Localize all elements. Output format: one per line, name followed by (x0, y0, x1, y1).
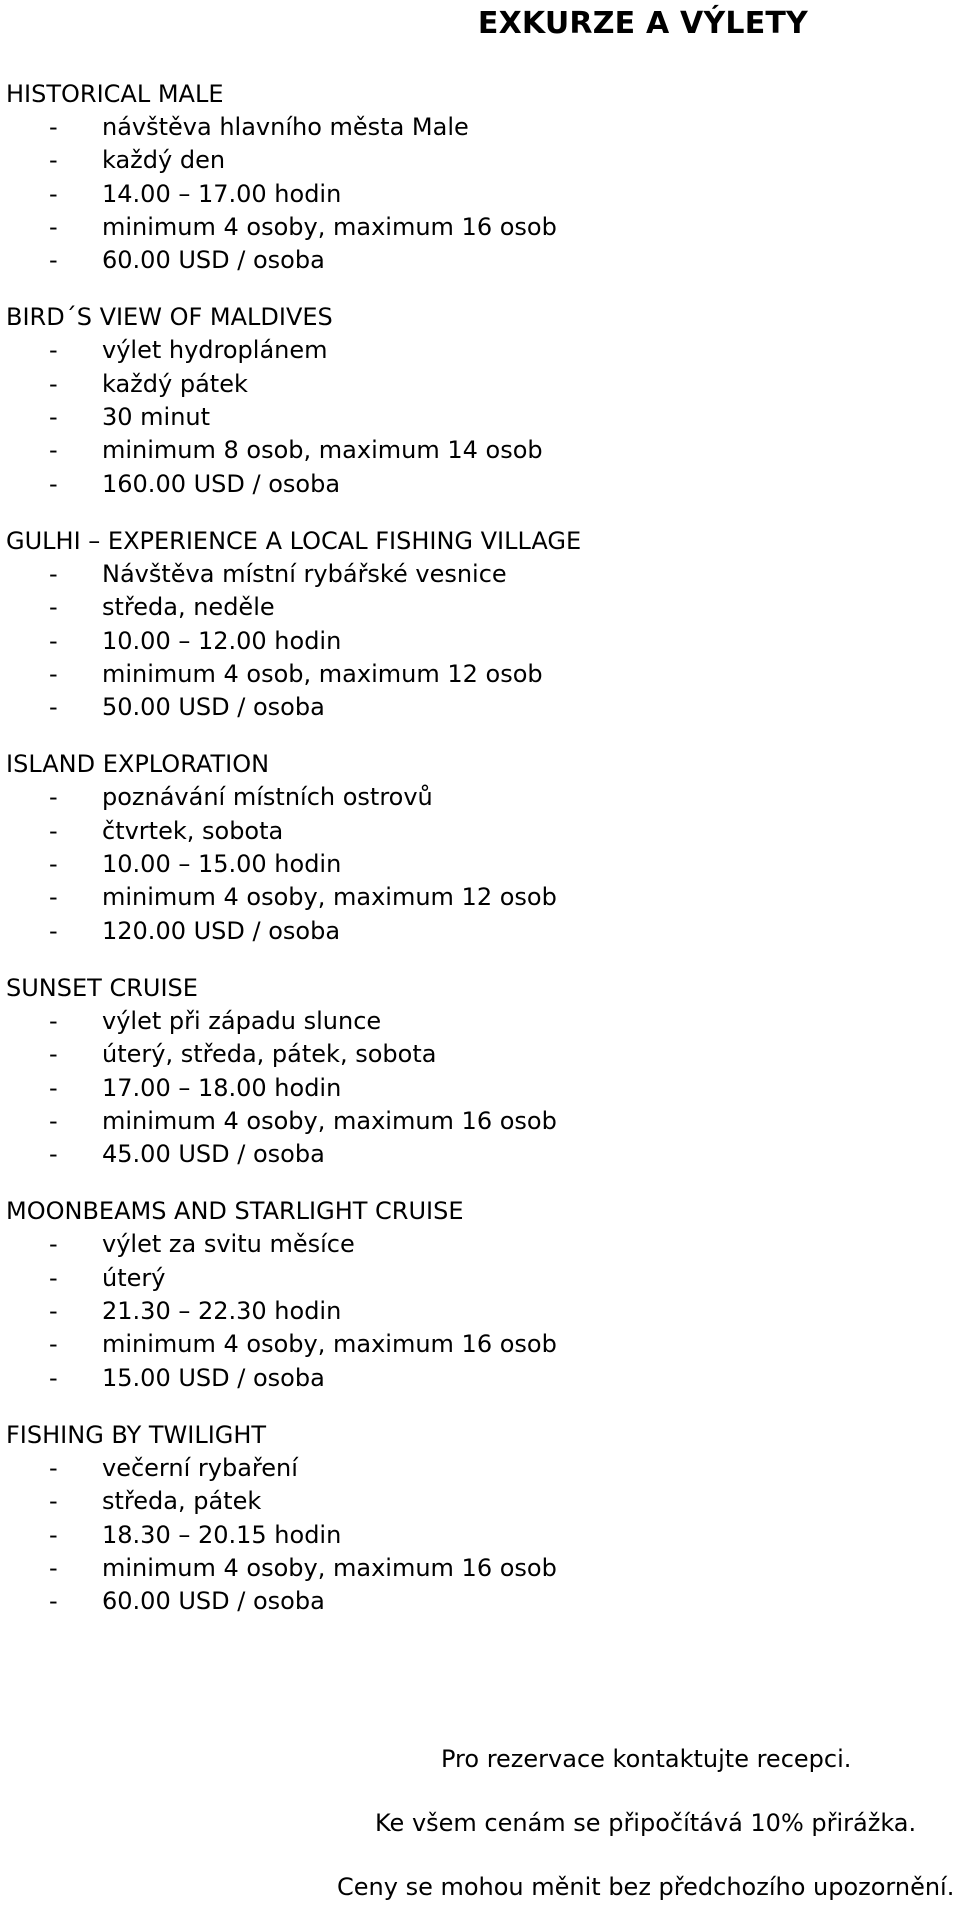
bullet-dash: - (49, 1297, 58, 1326)
excursion-detail (6, 848, 906, 881)
bullet-dash: - (49, 113, 58, 141)
bullet-dash: - (49, 783, 58, 812)
excursion-detail (6, 1228, 906, 1261)
bullet-dash: - (49, 1040, 58, 1069)
excursion-detail-text: minimum 8 osob, maximum 14 osob (102, 436, 543, 465)
excursion-detail (6, 1105, 906, 1138)
bullet-dash: - (49, 1140, 58, 1169)
price-change-note: Ceny se mohou měnit bez předchozího upozornění. (337, 1873, 955, 1901)
excursion-detail (6, 1005, 906, 1038)
excursion-name: HISTORICAL MALE (6, 80, 224, 108)
excursion-detail (6, 1452, 906, 1485)
reservation-note: Pro rezervace kontaktujte recepci. (441, 1745, 852, 1773)
excursion-detail-text: 30 minut (102, 403, 211, 432)
bullet-dash: - (49, 883, 58, 912)
excursion-detail (6, 1072, 906, 1105)
excursion-detail (6, 1485, 906, 1518)
bullet-dash: - (49, 1587, 58, 1616)
excursion-details (6, 558, 906, 724)
bullet-dash: - (49, 369, 58, 398)
excursion-detail-text: 10.00 – 15.00 hodin (102, 850, 342, 879)
excursion-entry (6, 301, 906, 500)
bullet-dash: - (49, 336, 58, 365)
excursion-detail-text: výlet hydroplánem (102, 336, 328, 365)
bullet-dash: - (49, 693, 58, 722)
excursion-detail (6, 881, 906, 914)
bullet-dash: - (49, 1453, 58, 1482)
excursion-detail (6, 815, 906, 848)
bullet-dash: - (49, 403, 58, 432)
excursion-detail-text: minimum 4 osoby, maximum 16 osob (102, 1330, 557, 1359)
excursion-name: ISLAND EXPLORATION (6, 750, 270, 779)
excursion-entry (6, 1195, 906, 1394)
excursion-name: FISHING BY TWILIGHT (6, 1420, 267, 1449)
excursion-detail-text: 18.30 – 20.15 hodin (102, 1520, 342, 1549)
excursion-entry (6, 972, 906, 1171)
excursion-entry (6, 78, 906, 277)
excursion-detail (6, 915, 906, 948)
bullet-dash: - (49, 1230, 58, 1259)
excursion-detail (6, 368, 906, 401)
excursion-detail-text: výlet při západu slunce (102, 1006, 382, 1035)
excursion-detail-text: 14.00 – 17.00 hodin (102, 179, 342, 208)
excursion-detail (6, 178, 906, 211)
excursion-detail-text: úterý (102, 1263, 166, 1292)
excursion-detail-text: úterý, středa, pátek, sobota (102, 1040, 437, 1069)
excursion-detail (6, 401, 906, 434)
excursion-detail-text: 10.00 – 12.00 hodin (102, 626, 342, 655)
excursion-name: GULHI – EXPERIENCE A LOCAL FISHING VILLAGE (6, 526, 582, 555)
bullet-dash: - (49, 1520, 58, 1549)
excursion-detail-text: minimum 4 osoby, maximum 12 osob (102, 883, 557, 912)
excursion-details (6, 1452, 906, 1618)
excursion-detail (6, 211, 906, 244)
bullet-dash: - (49, 916, 58, 945)
excursion-detail (6, 591, 906, 624)
excursion-detail (6, 781, 906, 814)
excursion-detail (6, 658, 906, 691)
excursion-detail (6, 691, 906, 724)
bullet-dash: - (49, 850, 58, 879)
document-title: EXKURZE A VÝLETY (477, 6, 808, 41)
excursion-detail-text: minimum 4 osoby, maximum 16 osob (102, 1106, 557, 1135)
excursion-detail-text: 21.30 – 22.30 hodin (102, 1297, 342, 1326)
excursion-list (6, 78, 906, 1642)
excursion-detail-text: minimum 4 osoby, maximum 16 osob (102, 212, 557, 241)
bullet-dash: - (49, 1330, 58, 1359)
excursion-entry (6, 748, 906, 947)
excursion-details (6, 1228, 906, 1394)
excursion-detail (6, 1362, 906, 1395)
excursion-detail (6, 1552, 906, 1585)
excursion-details (6, 111, 906, 277)
bullet-dash: - (49, 1263, 58, 1292)
excursion-detail-text: 45.00 USD / osoba (102, 1140, 325, 1169)
excursion-detail-text: poznávání místních ostrovů (102, 783, 433, 812)
bullet-dash: - (49, 1073, 58, 1102)
excursion-entry (6, 525, 906, 724)
bullet-dash: - (49, 1487, 58, 1516)
excursion-detail-text: středa, neděle (102, 593, 275, 622)
excursion-detail (6, 558, 906, 591)
bullet-dash: - (49, 559, 58, 588)
excursion-details (6, 334, 906, 500)
excursion-detail (6, 434, 906, 467)
bullet-dash: - (49, 146, 58, 175)
excursion-detail (6, 1262, 906, 1295)
surcharge-note: Ke všem cenám se připočítává 10% přirážka. (375, 1809, 917, 1837)
excursion-detail (6, 144, 906, 177)
excursion-detail (6, 1138, 906, 1171)
excursion-detail-text: minimum 4 osoby, maximum 16 osob (102, 1553, 557, 1582)
excursion-detail (6, 1295, 906, 1328)
bullet-dash: - (49, 1363, 58, 1392)
bullet-dash: - (49, 1006, 58, 1035)
excursion-detail-text: výlet za svitu měsíce (102, 1230, 355, 1259)
bullet-dash: - (49, 212, 58, 241)
bullet-dash: - (49, 593, 58, 622)
bullet-dash: - (49, 179, 58, 208)
excursion-detail-text: minimum 4 osob, maximum 12 osob (102, 659, 543, 688)
excursion-detail (6, 1519, 906, 1552)
bullet-dash: - (49, 626, 58, 655)
excursion-detail-text: 120.00 USD / osoba (102, 916, 341, 945)
excursion-detail-text: Návštěva místní rybářské vesnice (102, 559, 507, 588)
excursion-detail (6, 625, 906, 658)
excursion-detail (6, 1328, 906, 1361)
excursion-detail (6, 1038, 906, 1071)
excursion-entry (6, 1419, 906, 1618)
bullet-dash: - (49, 246, 58, 275)
excursion-detail-text: každý pátek (102, 369, 248, 398)
excursion-detail-text: večerní rybaření (102, 1453, 298, 1482)
excursion-detail-text: 15.00 USD / osoba (102, 1363, 325, 1392)
excursion-detail (6, 334, 906, 367)
excursion-detail-text: 50.00 USD / osoba (102, 693, 325, 722)
excursion-detail-text: každý den (102, 146, 226, 175)
excursion-detail-text: 60.00 USD / osoba (102, 246, 325, 275)
excursion-detail (6, 111, 906, 144)
excursion-detail (6, 244, 906, 277)
bullet-dash: - (49, 816, 58, 845)
excursion-detail-text: 60.00 USD / osoba (102, 1587, 325, 1616)
excursion-detail-text: 17.00 – 18.00 hodin (102, 1073, 342, 1102)
bullet-dash: - (49, 659, 58, 688)
bullet-dash: - (49, 436, 58, 465)
excursion-name: SUNSET CRUISE (6, 973, 198, 1002)
excursion-detail-text: středa, pátek (102, 1487, 262, 1516)
bullet-dash: - (49, 1553, 58, 1582)
excursion-detail-text: návštěva hlavního města Male (102, 113, 469, 141)
bullet-dash: - (49, 1106, 58, 1135)
excursion-detail-text: čtvrtek, sobota (102, 816, 284, 845)
excursion-details (6, 781, 906, 947)
bullet-dash: - (49, 469, 58, 498)
excursion-detail (6, 1585, 906, 1618)
excursion-details (6, 1005, 906, 1171)
excursion-name: MOONBEAMS AND STARLIGHT CRUISE (6, 1197, 464, 1226)
excursion-detail-text: 160.00 USD / osoba (102, 469, 341, 498)
excursion-detail (6, 468, 906, 501)
excursion-name: BIRD´S VIEW OF MALDIVES (6, 303, 333, 332)
